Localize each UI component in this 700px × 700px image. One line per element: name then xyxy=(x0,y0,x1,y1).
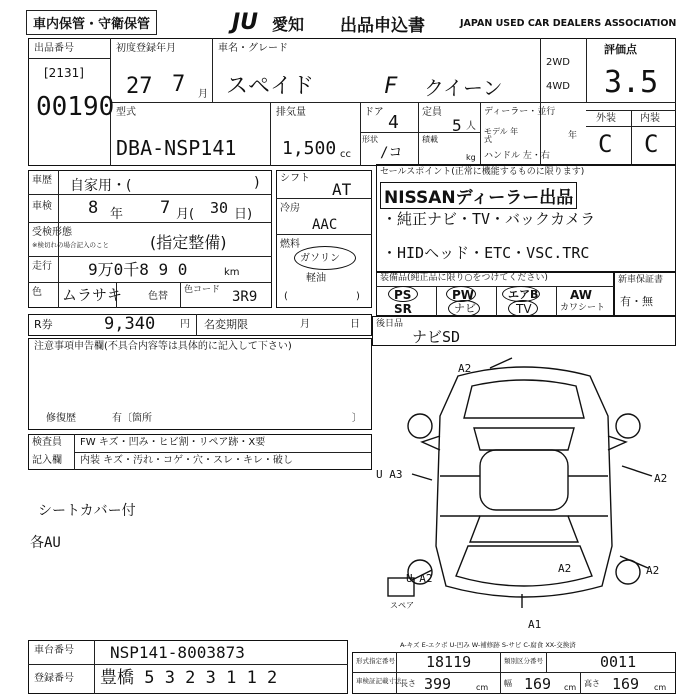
received-value: (指定整備) xyxy=(150,233,227,252)
color-code-label: 色コード xyxy=(184,285,221,295)
fuel-label: 燃料 xyxy=(280,239,300,250)
retrofit-label: 後日品 xyxy=(376,319,404,329)
body-shape-label: 形状 xyxy=(362,135,378,144)
logo-region: 愛知 xyxy=(272,15,305,34)
warranty-yes-no: 有・無 xyxy=(620,295,653,308)
capacity-unit: 人 xyxy=(466,121,476,132)
lot-sub-number: [2131] xyxy=(44,66,84,80)
shift-label: シフト xyxy=(280,173,310,184)
registration-month-unit: 月 xyxy=(198,89,208,100)
load-label: 積載 xyxy=(422,135,438,144)
ac-label: 冷房 xyxy=(280,203,300,214)
inspection-day: 30 xyxy=(210,199,229,217)
history-close: ) xyxy=(254,175,260,191)
category-label: 類別区分番号 xyxy=(504,657,543,665)
mileage-label: 走行 xyxy=(32,261,52,272)
vehicle-name-label: 車名・グレード xyxy=(218,43,288,54)
lot-label: 出品番号 xyxy=(34,43,74,54)
equipment-label: 装備品(純正品に限り○をつけてください) xyxy=(380,273,548,283)
exterior-grade: C xyxy=(598,130,613,158)
dims-height: 169 xyxy=(612,675,640,693)
equip-navi-circle xyxy=(448,300,480,317)
dims-length-label: 長さ xyxy=(400,679,416,688)
doors-value: 4 xyxy=(388,112,399,133)
wheel-front-left xyxy=(408,414,432,438)
handle-label: ハンドル 左・右 xyxy=(484,151,550,161)
displacement-label: 排気量 xyxy=(276,107,306,118)
name-change-label: 名変期限 xyxy=(204,318,248,331)
ac-value: AAC xyxy=(312,217,338,233)
damage-mark-6: A2 xyxy=(646,564,660,577)
dealer-label: ディーラー・並行 xyxy=(484,107,556,117)
body-shape-value: /コ xyxy=(380,145,403,161)
history-label: 車歴 xyxy=(32,175,52,186)
chassis-value: NSP141-8003873 xyxy=(110,643,245,662)
received-label: 受検形態 xyxy=(32,227,72,238)
recycle-value: 9,340 xyxy=(104,314,156,334)
chassis-label: 車台番号 xyxy=(34,645,74,656)
dims-label: 車検証記載寸法 xyxy=(356,677,402,685)
fuel-gasoline-circle xyxy=(294,246,356,270)
doors-label: ドア xyxy=(364,107,384,118)
equip-tv: TV xyxy=(516,302,532,316)
dims-width: 169 xyxy=(524,675,552,693)
handwritten-note1: シートカバー付 xyxy=(38,503,136,519)
shift-value: AT xyxy=(332,180,352,199)
equip-navi: ナビ xyxy=(454,302,476,315)
model-code-value: DBA-NSP141 xyxy=(116,136,237,160)
left-mirror xyxy=(422,436,440,450)
nissan-badge: NISSANディーラー出品 xyxy=(380,182,577,209)
color-value: ムラサキ xyxy=(62,286,123,304)
notes-label: 注意事項申告欄(不具合内容等は具体的に記入して下さい) xyxy=(34,341,292,352)
model-cert-label: 形式指定番号 xyxy=(356,657,395,665)
equip-ac: エアB xyxy=(508,288,539,301)
fuel-gasoline: ガソリン xyxy=(300,253,340,264)
vehicle-grade-suffix: クイーン xyxy=(424,76,503,100)
fuel-open: ( xyxy=(284,291,288,302)
equip-tv-circle xyxy=(508,300,538,317)
trunk-outline xyxy=(456,546,592,586)
dims-height-label: 高さ xyxy=(584,679,600,688)
handwritten-note2: 各AU xyxy=(30,535,61,551)
association-logo: JU xyxy=(232,10,259,35)
interior-label: 内装 xyxy=(640,113,660,124)
damage-mark-5: U A2 xyxy=(406,572,433,585)
dims-width-label: 幅 xyxy=(504,679,512,688)
damage-legend: A-キズ E-エクボ U-凹み W-補修跡 S-サビ C-腐食 XX-交換済 xyxy=(400,641,576,649)
displacement-value: 1,500 xyxy=(282,138,337,159)
inspector-exterior: FW キズ・凹み・ヒビ割・リペア跡・X要 xyxy=(80,437,266,448)
drive-2wd: 2WD xyxy=(546,57,570,68)
model-code-label: 型式 xyxy=(116,107,136,118)
registration-month: 7 xyxy=(172,72,186,97)
fuel-close: ) xyxy=(356,291,360,302)
car-damage-diagram xyxy=(372,346,676,636)
plate-value: 豊橋 5 3 2 3 1 1 2 xyxy=(100,668,278,688)
inspector-label2: 記入欄 xyxy=(32,455,62,466)
plate-label: 登録番号 xyxy=(34,673,74,684)
category-value: 0011 xyxy=(600,653,637,671)
inspection-label: 車検 xyxy=(32,201,52,212)
inspection-year: 8 xyxy=(88,198,99,218)
equip-ps-circle xyxy=(388,286,418,302)
damage-mark-2: U A3 xyxy=(376,468,403,481)
equip-leather: カワシート xyxy=(560,303,606,313)
dims-length: 399 xyxy=(424,675,452,693)
equip-sr: SR xyxy=(394,302,412,316)
association-name: JAPAN USED CAR DEALERS ASSOCIATION xyxy=(460,18,677,29)
registration-year: 27 xyxy=(126,74,153,99)
equip-ps: PS xyxy=(394,288,412,302)
drive-4wd: 4WD xyxy=(546,81,570,92)
capacity-value: 5 xyxy=(452,116,462,135)
repair-value: 有〔箇所 xyxy=(112,413,152,424)
inspection-day-unit: 日) xyxy=(234,207,253,222)
roof-outline xyxy=(480,450,568,510)
vehicle-model: スペイド xyxy=(226,74,315,99)
retrofit-value: ナビSD xyxy=(412,328,461,346)
load-unit: kg xyxy=(466,153,476,162)
body-outline xyxy=(436,367,612,597)
equip-aw: AW xyxy=(570,288,592,302)
mileage-unit: km xyxy=(224,267,240,278)
rear-window xyxy=(470,516,578,542)
wheel-front-right xyxy=(616,414,640,438)
damage-mark-4: A2 xyxy=(558,562,572,575)
storage-tag: 車内保管・守衛保管 xyxy=(26,10,157,35)
interior-grade: C xyxy=(644,130,659,158)
damage-mark-7: A1 xyxy=(528,618,542,631)
recycle-frame xyxy=(28,314,372,336)
equip-pw: PW xyxy=(452,288,475,302)
inspector-interior: 内装 キズ・汚れ・コゲ・穴・スレ・キレ・破し xyxy=(80,455,293,466)
vehicle-grade: F xyxy=(384,74,398,99)
repair-label: 修復歴 xyxy=(46,413,76,424)
registration-label: 初度登録年月 xyxy=(116,43,176,54)
dims-length-unit: cm xyxy=(476,683,489,692)
score-value: 3.5 xyxy=(604,65,659,100)
score-label: 評価点 xyxy=(604,43,637,56)
history-value: 自家用・( xyxy=(70,178,132,194)
mileage-value: 9万0千8 9 0 xyxy=(88,260,188,279)
inspection-month-unit: 月( xyxy=(176,207,195,222)
inspector-label1: 検査員 xyxy=(32,437,62,448)
model-year-label: モデル 年式 xyxy=(484,127,519,144)
inspection-year-unit: 年 xyxy=(110,207,124,222)
model-year-unit: 年 xyxy=(568,131,578,141)
dims-width-unit: cm xyxy=(564,683,577,692)
damage-mark-3: A2 xyxy=(654,472,668,485)
repair-close: 〕 xyxy=(352,413,362,424)
lot-number: 00190 xyxy=(36,92,115,122)
color-code: 3R9 xyxy=(232,289,258,305)
spare-label: スペア xyxy=(390,601,414,610)
dims-height-unit: cm xyxy=(654,683,667,692)
selling-point-line2: ・HIDヘッド・ETC・VSC.TRC xyxy=(382,244,590,262)
warranty-label: 新車保証書 xyxy=(618,275,664,285)
color-label: 色 xyxy=(32,287,42,298)
fuel-light-oil: 軽油 xyxy=(306,273,326,284)
windshield xyxy=(474,428,574,450)
exterior-label: 外装 xyxy=(596,113,616,124)
selling-point-line1: ・純正ナビ・TV・バックカメラ xyxy=(382,210,596,228)
name-change-day: 日 xyxy=(350,319,360,330)
capacity-label: 定員 xyxy=(422,107,442,118)
model-cert-value: 18119 xyxy=(426,653,472,671)
displacement-unit: cc xyxy=(340,149,351,160)
damage-mark-1: A2 xyxy=(458,362,472,375)
recycle-unit: 円 xyxy=(180,319,190,330)
name-change-month: 月 xyxy=(300,319,310,330)
form-title: 出品申込書 xyxy=(340,16,425,36)
inspection-month: 7 xyxy=(160,198,171,218)
hood-outline xyxy=(464,380,584,418)
selling-points-label: セールスポイント(正常に機能するものに限ります) xyxy=(380,167,585,177)
received-sub: ※検切れの場合記入のこと xyxy=(32,241,109,249)
recycle-label: R券 xyxy=(34,318,53,331)
right-mirror xyxy=(608,436,626,450)
color-shade-label: 色替 xyxy=(148,291,168,302)
